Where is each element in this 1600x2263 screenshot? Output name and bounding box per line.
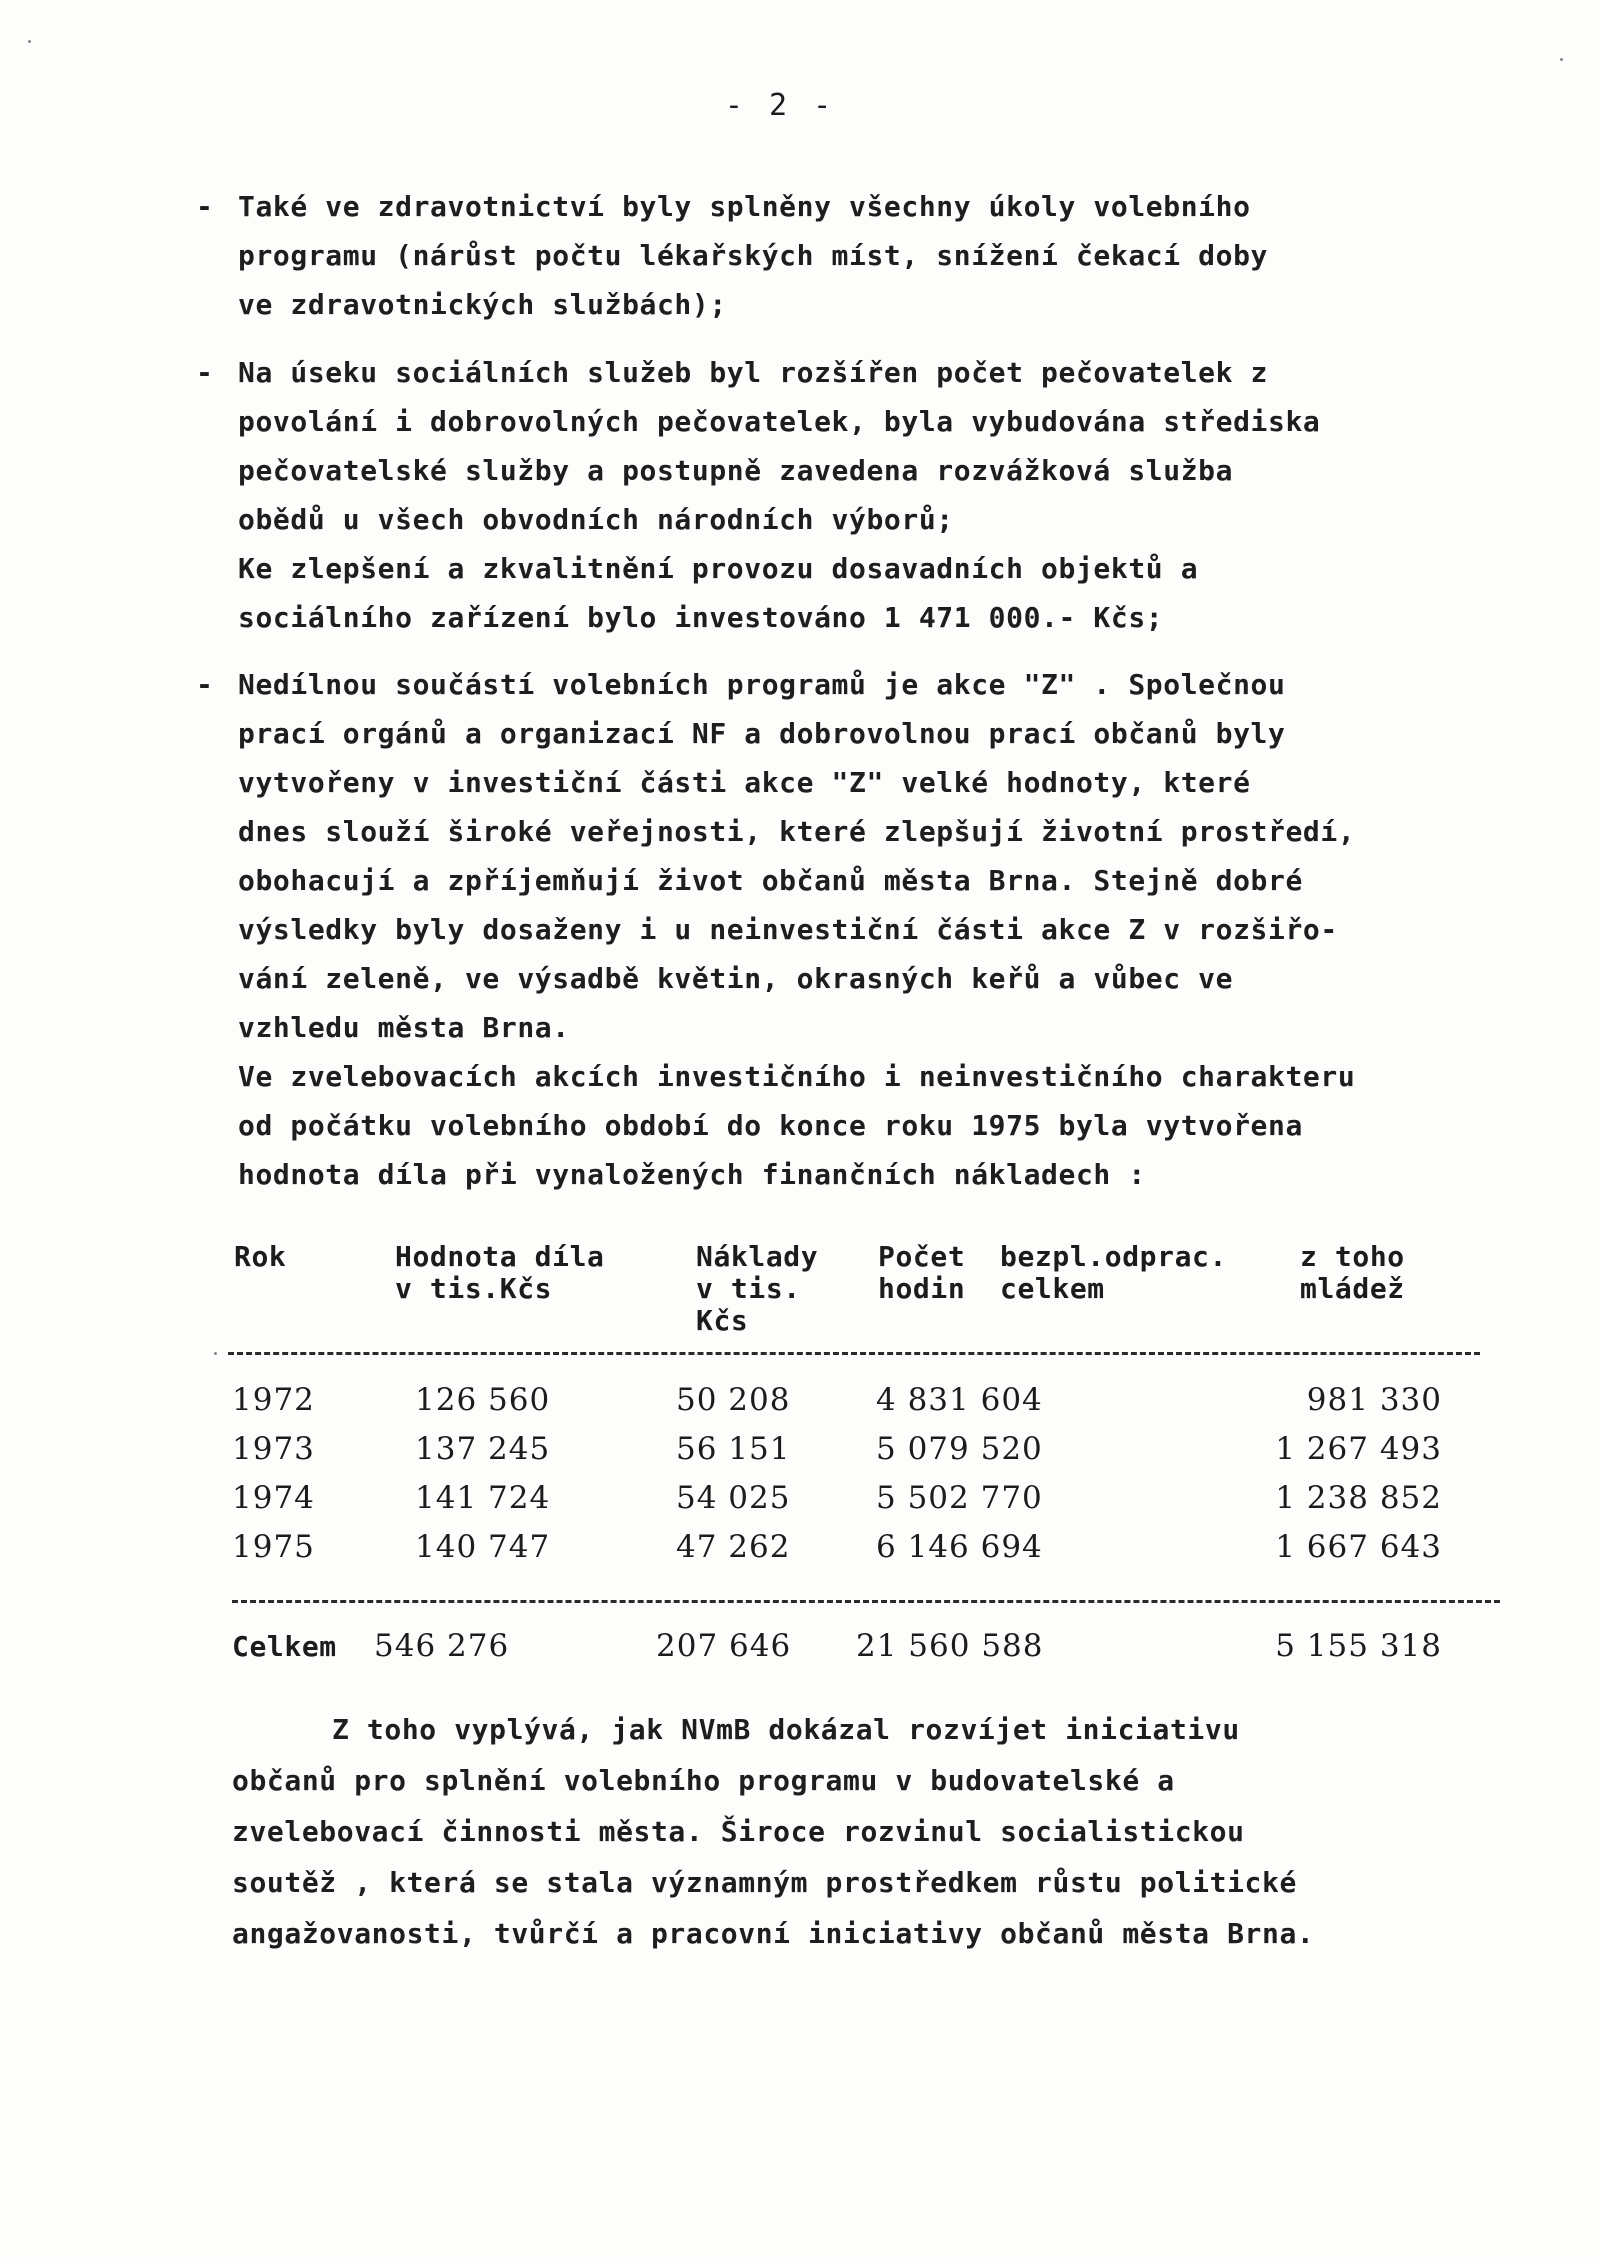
text-line: soutěž , která se stala významným prostředkem růstu politické <box>232 1866 1297 1899</box>
text-line: vání zeleně, ve výsadbě květin, okrasných keřů a vůbec ve <box>238 962 1234 995</box>
cell-value: 140 747 <box>415 1529 551 1565</box>
text-line: Na úseku sociálních služeb byl rozšířen počet pečovatelek z <box>238 356 1268 389</box>
table-header-costs: Náklady <box>696 1240 819 1273</box>
text-line: vzhledu města Brna. <box>238 1011 570 1044</box>
table-header-value: Hodnota díla <box>395 1240 605 1273</box>
cell-year: 1972 <box>232 1382 315 1418</box>
text-line: sociálního zařízení bylo investováno 1 471 000.- Kčs; <box>238 601 1164 634</box>
paper-speck <box>214 1352 217 1355</box>
table-header-costs: Kčs <box>696 1304 749 1337</box>
cell-costs: 54 025 <box>676 1480 791 1516</box>
table-header-year: Rok <box>234 1240 287 1273</box>
cell-total-value: 546 276 <box>374 1628 510 1664</box>
text-line: Také ve zdravotnictví byly splněny všechny úkoly volebního <box>238 190 1251 223</box>
bullet-dash: - <box>196 190 213 223</box>
cell-youth: 981 330 <box>1306 1382 1442 1418</box>
text-line: obědů u všech obvodních národních výborů; <box>238 503 954 536</box>
page-number: - 2 - <box>724 88 836 123</box>
table-rule-top <box>228 1352 1480 1355</box>
text-line: zvelebovací činnosti města. Široce rozvinul socialistickou <box>232 1815 1245 1848</box>
text-line: výsledky byly dosaženy i u neinvestiční části akce Z v rozšiřo- <box>238 913 1338 946</box>
cell-hours: 4 831 604 <box>876 1382 1043 1418</box>
cell-value: 126 560 <box>415 1382 551 1418</box>
cell-year: 1974 <box>232 1480 315 1516</box>
text-line: pečovatelské služby a postupně zavedena rozvážková služba <box>238 454 1234 487</box>
cell-hours: 5 502 770 <box>876 1480 1043 1516</box>
text-line: ve zdravotnických službách); <box>238 288 727 321</box>
cell-costs: 50 208 <box>676 1382 791 1418</box>
text-line: Ke zlepšení a zkvalitnění provozu dosavadních objektů a <box>238 552 1199 585</box>
text-line: Ve zvelebovacích akcích investičního i neinvestičního charakteru <box>238 1060 1356 1093</box>
table-rule-bottom <box>232 1600 1500 1603</box>
text-line: občanů pro splnění volebního programu v budovatelské a <box>232 1764 1175 1797</box>
cell-youth: 1 267 493 <box>1275 1431 1442 1467</box>
text-line: prací orgánů a organizací NF a dobrovolnou prací občanů byly <box>238 717 1286 750</box>
cell-year: 1973 <box>232 1431 315 1467</box>
text-line: programu (nárůst počtu lékařských míst, snížení čekací doby <box>238 239 1268 272</box>
cell-total-label: Celkem <box>232 1630 337 1663</box>
text-line: Nedílnou součástí volebních programů je akce "Z" . Společnou <box>238 668 1286 701</box>
table-header-hours: Počet <box>878 1240 966 1273</box>
cell-total-costs: 207 646 <box>656 1628 792 1664</box>
cell-value: 141 724 <box>415 1480 551 1516</box>
text-line: dnes slouží široké veřejnosti, které zlepšují životní prostředí, <box>238 815 1356 848</box>
table-header-youth: mládež <box>1300 1272 1405 1305</box>
table-header-costs: v tis. <box>696 1272 801 1305</box>
table-header-youth: z toho <box>1300 1240 1405 1273</box>
table-header-unpaid: bezpl.odprac. <box>1000 1240 1227 1273</box>
text-line: vytvořeny v investiční části akce "Z" velké hodnoty, které <box>238 766 1251 799</box>
cell-costs: 56 151 <box>676 1431 791 1467</box>
text-line: hodnota díla při vynaložených finančních nákladech : <box>238 1158 1146 1191</box>
table-header-unpaid: celkem <box>1000 1272 1105 1305</box>
cell-costs: 47 262 <box>676 1529 791 1565</box>
text-line: angažovanosti, tvůrčí a pracovní iniciativy občanů města Brna. <box>232 1917 1315 1950</box>
table-header-value: v tis.Kčs <box>395 1272 553 1305</box>
bullet-dash: - <box>196 356 213 389</box>
cell-value: 137 245 <box>415 1431 551 1467</box>
table-header-hours: hodin <box>878 1272 966 1305</box>
bullet-dash: - <box>196 668 213 701</box>
cell-year: 1975 <box>232 1529 315 1565</box>
text-line: od počátku volebního období do konce roku 1975 byla vytvořena <box>238 1109 1303 1142</box>
text-line: obohacují a zpříjemňují život občanů města Brna. Stejně dobré <box>238 864 1303 897</box>
cell-total-hours: 21 560 588 <box>856 1628 1044 1664</box>
cell-youth: 1 238 852 <box>1275 1480 1442 1516</box>
text-line: povolání i dobrovolných pečovatelek, byla vybudována střediska <box>238 405 1321 438</box>
cell-youth: 1 667 643 <box>1275 1529 1442 1565</box>
cell-hours: 5 079 520 <box>876 1431 1043 1467</box>
paper-speck <box>28 40 31 43</box>
cell-hours: 6 146 694 <box>876 1529 1043 1565</box>
text-line: Z toho vyplývá, jak NVmB dokázal rozvíjet iniciativu <box>332 1713 1240 1746</box>
cell-total-youth: 5 155 318 <box>1275 1628 1442 1664</box>
paper-speck <box>1560 58 1563 61</box>
